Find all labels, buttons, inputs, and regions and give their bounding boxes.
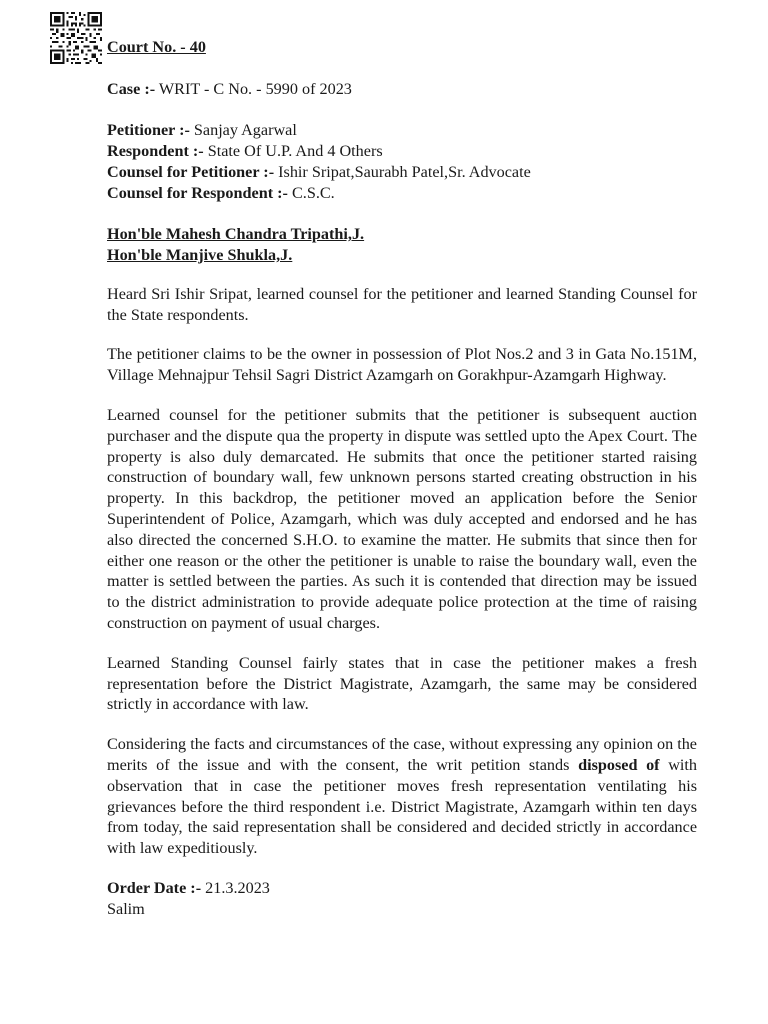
paragraph-standing-counsel: Learned Standing Counsel fairly states that in case the petitioner makes a fresh representation before the District Magistrate, Azamgarh, the same may be considered strictly in accordance with law. [107,653,697,714]
case-line [107,79,697,100]
paragraph-claim: The petitioner claims to be the owner in possession of Plot Nos.2 and 3 in Gata No.151M, Village Mehnajpur Tehsil Sagri District Azamgarh on Gorakhpur-Azamgarh Highway. [107,345,697,385]
order-text-before: Considering the facts and circumstances of the case, without expressing any opinion on the merits of the issue and with the consent, the writ petition stands [107,735,697,774]
court-number: Court No. - 40 [107,38,206,56]
paragraph-submission: Learned counsel for the petitioner submits that the petitioner is subsequent auction purchaser and the dispute qua the property in dispute was settled upto the Apex Court. The property is also duly demarcated. He submits that once the petitioner started raising construction of boundary wall, few unknown persons started creating obstruction in his property. In this backdrop, the petitioner moved an application before the Senior Superintendent of Police, Azamgarh, which was duly accepted and endorsed and he has also directed the concerned S.H.O. to examine the matter. He submits that since then for either one reason or the other the petitioner is unable to raise the boundary wall, even the matter is settled between the parties. As such it is contended that direction may be issued to the district administration to provide adequate police protection at the time of raising construction on payment of usual charges. [107,405,697,632]
petitioner-label: Petitioner :- [107,121,190,140]
order-date-value: 21.3.2023 [201,878,270,897]
judge-name-2: Hon'ble Manjive Shukla,J. [107,245,293,264]
disposed-of-emphasis: disposed of [578,755,660,774]
case-value: WRIT - C No. - 5990 of 2023 [155,79,352,98]
signatory-name: Salim [107,899,145,918]
counsel-petitioner-line [107,162,697,183]
counsel-respondent-line [107,183,697,204]
order-date-label: Order Date :- [107,878,202,897]
counsel-respondent-label: Counsel for Respondent :- [107,183,288,202]
paragraph-order [107,734,697,859]
respondent-value: State Of U.P. And 4 Others [203,141,383,160]
petitioner-line [107,120,697,141]
court-order-document [107,37,697,919]
respondent-line [107,141,697,162]
paragraph-heard: Heard Sri Ishir Sripat, learned counsel for the petitioner and learned Standing Counsel for the State respondents. [107,284,697,324]
order-text-after: with observation that in case the petitioner moves fresh representation ventilating his grievances before the third respondent i.e. District Magistrate, Azamgarh within ten days from today, the said representation shall be considered and decided strictly in accordance with law expeditiously. [107,755,698,858]
petitioner-value: Sanjay Agarwal [189,121,297,140]
counsel-petitioner-value: Ishir Sripat,Saurabh Patel,Sr. Advocate [274,162,531,181]
counsel-petitioner-label: Counsel for Petitioner :- [107,162,275,181]
judge-name-1: Hon'ble Mahesh Chandra Tripathi,J. [107,225,365,244]
counsel-respondent-value: C.S.C. [287,183,335,202]
order-date-line [107,878,697,899]
case-label: Case :- [107,79,156,98]
qr-code-icon [50,12,102,64]
respondent-label: Respondent :- [107,141,204,160]
